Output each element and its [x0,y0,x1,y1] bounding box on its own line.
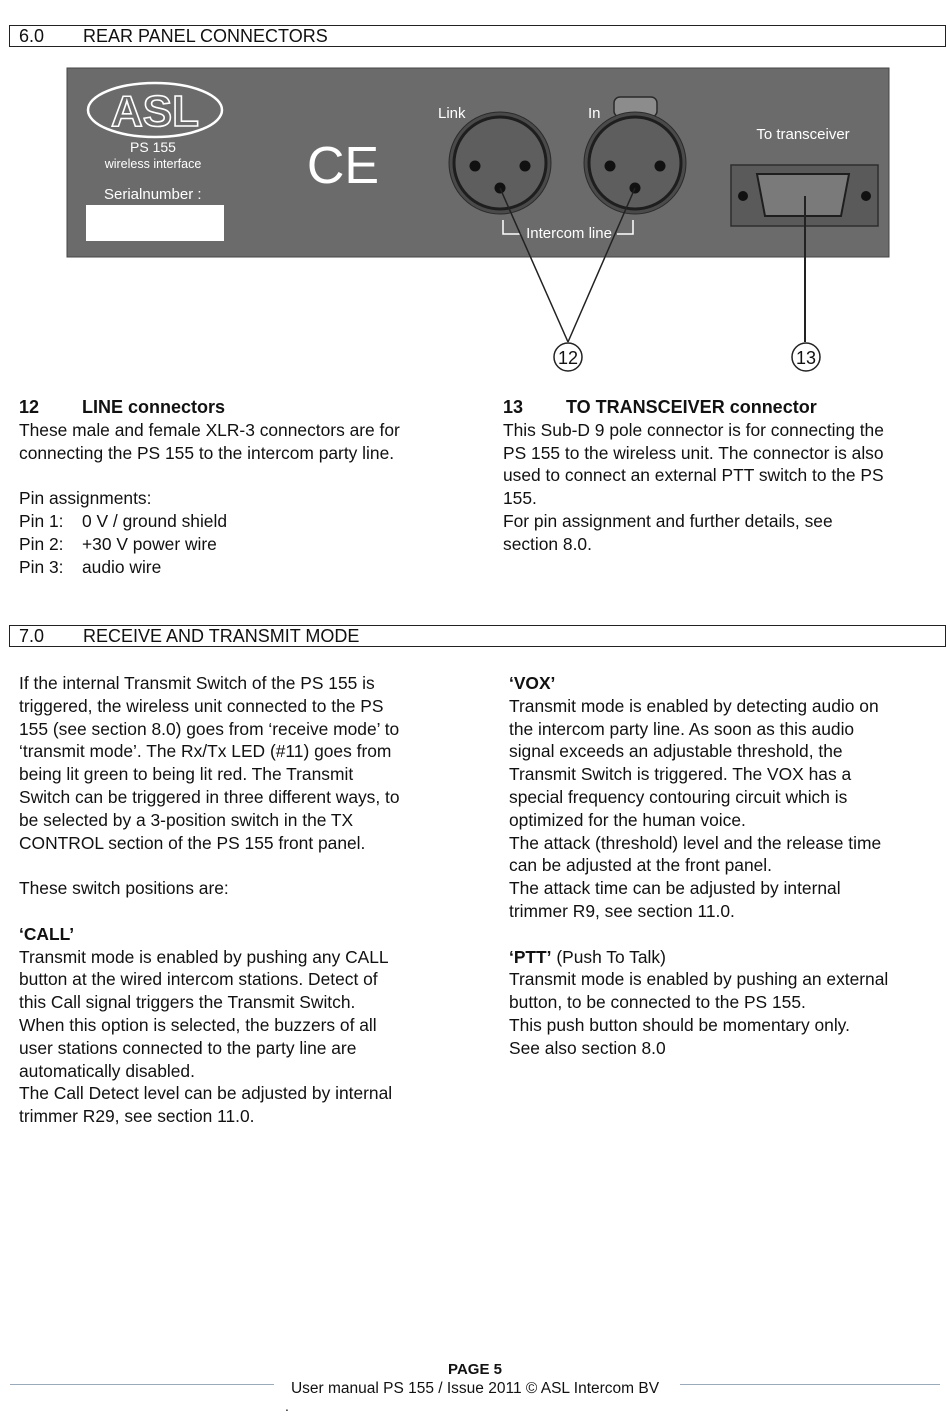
pin-hole [605,161,616,172]
body-line: the intercom party line. As soon as this audio [509,718,855,739]
in-label: In [588,105,601,122]
logo-text: ASL [111,87,199,136]
line-connectors-heading: 12 LINE connectors [19,397,226,417]
body-line: being lit green to being lit red. The Transmit [19,764,354,785]
ptt-heading: ‘PTT’ (Push To Talk) [509,946,666,967]
body-line: special frequency contouring circuit which is [509,786,848,807]
body-line: trimmer R9, see section 11.0. [509,900,735,921]
section-title: RECEIVE AND TRANSMIT MODE [83,626,360,646]
serial-label: Serialnumber : [104,186,202,203]
page-number: PAGE 5 [448,1361,502,1378]
body-line: This push button should be momentary only. [509,1014,850,1035]
section-number: 7.0 [19,626,45,646]
body-line: button at the wired intercom stations. Detect of [19,969,378,990]
panel-model: PS 155 [130,139,176,155]
body-line: Transmit mode is enabled by detecting audio on [509,695,879,716]
body-line: 155. [503,488,537,509]
body-line: This Sub-D 9 pole connector is for connecting the [503,419,884,440]
body-line: If the internal Transmit Switch of the PS 155 is [19,673,375,693]
footer-dot: . [285,1398,289,1414]
body-line: connecting the PS 155 to the intercom party line. [19,442,395,463]
to-transceiver-label: To transceiver [756,126,850,143]
body-line: Transmit Switch is triggered. The VOX has a [509,764,852,785]
body-line: See also section 8.0 [509,1037,666,1058]
pin-row: Pin 2: +30 V power wire [19,533,217,554]
positions-intro: These switch positions are: [19,878,229,899]
body-line: trimmer R29, see section 11.0. [19,1106,255,1127]
body-line: The Call Detect level can be adjusted by internal [19,1083,393,1104]
body-line: optimized for the human voice. [509,809,746,830]
body-line: When this option is selected, the buzzers of all [19,1014,377,1035]
panel-subtitle: wireless interface [104,157,202,171]
body-line: These male and female XLR-3 connectors are for [19,419,400,440]
footer-text: User manual PS 155 / Issue 2011 © ASL Intercom BV [290,1380,660,1397]
svg-text:13: 13 [795,348,817,368]
body-line: section 8.0. [503,533,592,554]
link-label: Link [438,105,466,122]
vox-heading: ‘VOX’ [509,673,556,693]
pin-row: Pin 1: 0 V / ground shield [19,510,228,531]
pin-hole [520,161,531,172]
pin-hole [470,161,481,172]
body-line: The attack time can be adjusted by internal [509,878,841,899]
subd-connector-icon [757,174,849,216]
body-line: The attack (threshold) level and the release time [509,832,882,853]
line-connectors-block [19,396,469,578]
body-line: signal exceeds an adjustable threshold, the [509,741,843,762]
body-line: this Call signal triggers the Transmit Switch. [19,992,356,1013]
pin-intro: Pin assignments: [19,488,152,509]
body-line: button, to be connected to the PS 155. [509,992,806,1013]
transceiver-connector-block [503,396,943,556]
pin-row: Pin 3: audio wire [19,556,162,577]
transceiver-heading: 13 TO TRANSCEIVER connector [503,397,817,417]
body-line: 155 (see section 8.0) goes from ‘receive mode’ to [19,718,400,739]
body-line: CONTROL section of the PS 155 front panel. [19,832,366,853]
section-title: REAR PANEL CONNECTORS [83,26,328,46]
call-heading: ‘CALL’ [19,923,75,944]
body-line: PS 155 to the wireless unit. The connector is also [503,442,884,463]
body-line: used to connect an external PTT switch to the PS [503,465,884,486]
pin-hole [655,161,666,172]
body-line: Switch can be triggered in three different ways, to [19,786,400,807]
body-line: triggered, the wireless unit connected to the PS [19,695,384,716]
body-line: automatically disabled. [19,1060,195,1081]
body-line: be selected by a 3-position switch in the TX [19,809,354,830]
section-header-6 [9,25,946,47]
body-line: can be adjusted at the front panel. [509,855,772,876]
serial-box [86,205,224,241]
transmit-intro-column [19,672,479,1128]
body-line: Transmit mode is enabled by pushing an external [509,969,889,990]
section-number: 6.0 [19,26,45,46]
xlr-link-connector [454,117,546,209]
transmit-modes-column [509,672,944,1060]
intercom-line-label: Intercom line [526,225,612,242]
rear-panel-figure [0,60,950,380]
body-line: ‘transmit mode’. The Rx/Tx LED (#11) goes from [19,741,392,762]
svg-text:12: 12 [557,348,579,368]
body-line: Transmit mode is enabled by pushing any CALL [19,946,389,967]
body-line: user stations connected to the party line are [19,1037,357,1058]
body-line: For pin assignment and further details, see [503,510,833,531]
ce-mark-icon: CE [306,137,380,195]
xlr-in-connector [589,117,681,209]
section-header-7 [9,625,946,647]
